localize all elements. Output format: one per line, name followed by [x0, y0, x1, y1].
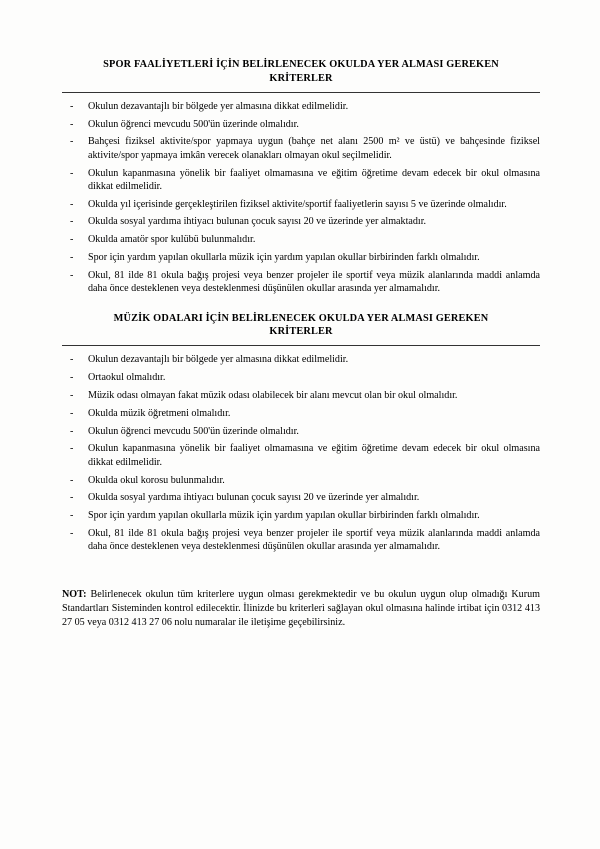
- dash-marker: -: [70, 354, 74, 366]
- list-item-text: Okulda sosyal yardıma ihtiyacı bulunan çocuk sayısı 20 ve üzerinde yer almalıdır.: [88, 492, 420, 504]
- dash-marker: -: [70, 527, 74, 539]
- list-item: [62, 100, 540, 113]
- list-item: [62, 474, 540, 487]
- list-item-text: Okulda sosyal yardıma ihtiyacı bulunan çocuk sayısı 20 ve üzerinde yer almaktadır.: [88, 216, 427, 228]
- section-spor-title-line1: SPOR FAALİYETLERİ İÇİN BELİRLENECEK OKULDA YER ALMASI GEREKEN: [103, 59, 499, 70]
- list-item-text: Ortaokul olmalıdır.: [88, 372, 166, 384]
- list-item-text: Okulun dezavantajlı bir bölgede yer almasına dikkat edilmelidir.: [88, 100, 349, 112]
- list-item: [62, 425, 540, 438]
- list-item: [62, 251, 540, 264]
- dash-marker: -: [70, 389, 74, 401]
- list-item-text: Okulda müzik öğretmeni olmalıdır.: [88, 407, 231, 419]
- section-spor-title-rule: [62, 92, 540, 93]
- list-item: [62, 491, 540, 504]
- list-item-text: Spor için yardım yapılan okullarla müzik için yardım yapılan okullar birbirinden farklı olmalıdır.: [88, 252, 480, 264]
- list-item-text: Okul, 81 ilde 81 okula bağış projesi veya benzer projeler ile sportif veya müzik alanlarında maddi anlamda daha önce desteklenen veya desteklenmesi düşünülen okullar arasında yer almamalıdır.: [88, 527, 540, 553]
- dash-marker: -: [70, 136, 74, 148]
- list-item-text: Okulun öğrenci mevcudu 500'ün üzerinde olmalıdır.: [88, 425, 299, 437]
- list-item-text: Okulun kapanmasına yönelik bir faaliyet olmamasına ve eğitim öğretime devam edecek bir okul olmasına dikkat edilmelidir.: [88, 167, 540, 192]
- dash-marker: -: [70, 100, 74, 112]
- section-spor-title: [62, 58, 540, 86]
- list-item: [62, 233, 540, 246]
- document-content: [62, 58, 540, 631]
- list-item-text: Okulda amatör spor kulübü bulunmalıdır.: [88, 234, 256, 246]
- note-paragraph: [62, 588, 540, 631]
- list-item: [62, 215, 540, 228]
- list-item: [62, 167, 540, 194]
- dash-marker: -: [70, 407, 74, 419]
- list-item-text: Okulda yıl içerisinde gerçekleştirilen fiziksel aktivite/sportif faaliyetlerin sayısı 5 ve üzerinde olmalıdır.: [88, 198, 507, 210]
- dash-marker: -: [70, 269, 74, 281]
- list-item-text: Bahçesi fiziksel aktivite/spor yapmaya uygun (bahçe net alanı 2500 m² ve üstü) ve bahçesinde fiziksel aktivite/spor yapmaya imkân verecek olanakları olmayan okul seçilmelidir.: [88, 136, 540, 161]
- list-item: [62, 118, 540, 131]
- list-item: [62, 389, 540, 402]
- note-label: NOT:: [62, 588, 87, 600]
- list-item: [62, 407, 540, 420]
- list-item: [62, 527, 540, 554]
- section-muzik-list: [62, 353, 540, 553]
- dash-marker: -: [70, 425, 74, 437]
- list-item-text: Spor için yardım yapılan okullarla müzik için yardım yapılan okullar birbirinden farklı olmalıdır.: [88, 510, 480, 522]
- dash-marker: -: [70, 492, 74, 504]
- dash-marker: -: [70, 234, 74, 246]
- dash-marker: -: [70, 443, 74, 455]
- dash-marker: -: [70, 198, 74, 210]
- list-item-text: Okulun dezavantajlı bir bölgede yer almasına dikkat edilmelidir.: [88, 354, 349, 366]
- dash-marker: -: [70, 167, 74, 179]
- dash-marker: -: [70, 252, 74, 264]
- list-item: [62, 353, 540, 366]
- dash-marker: -: [70, 372, 74, 384]
- list-item: [62, 198, 540, 211]
- section-muzik-title-rule: [62, 345, 540, 346]
- note-text: Belirlenecek okulun tüm kriterlere uygun olması gerekmektedir ve bu okulun uygun olup olmadığı Kurum Standartları Sisteminden kontrol edilecektir. İlinizde bu kriterleri sağlayan okul olmasına halinde irtibat için 0312 413 27 05 veya 0312 413 27 06 nolu numaralar ile iletişime geçebilirsiniz.: [62, 588, 540, 629]
- section-spor-list: [62, 100, 540, 296]
- list-item-text: Okulda okul korosu bulunmalıdır.: [88, 474, 225, 486]
- section-muzik-title-line1: MÜZİK ODALARI İÇİN BELİRLENECEK OKULDA YER ALMASI GEREKEN: [113, 312, 489, 324]
- dash-marker: -: [70, 216, 74, 228]
- list-item: [62, 442, 540, 469]
- section-muzik-title-line2: KRİTERLER: [269, 326, 333, 338]
- section-muzik-title: [62, 312, 540, 340]
- dash-marker: -: [70, 510, 74, 522]
- list-item-text: Müzik odası olmayan fakat müzik odası olabilecek bir alanı mevcut olan bir okul olmalıdır.: [88, 389, 458, 401]
- list-item: [62, 509, 540, 522]
- list-item-text: Okul, 81 ilde 81 okula bağış projesi veya benzer projeler ile sportif veya müzik alanlarında maddi anlamda daha önce desteklenen veya desteklenmesi düşünülen okullar arasında yer almamalıdır.: [88, 269, 540, 295]
- list-item: [62, 135, 540, 162]
- list-item-text: Okulun kapanmasına yönelik bir faaliyet olmamasına ve eğitim öğretime devam edecek bir okul olmasına dikkat edilmelidir.: [88, 443, 540, 468]
- list-item-text: Okulun öğrenci mevcudu 500'ün üzerinde olmalıdır.: [88, 118, 299, 130]
- dash-marker: -: [70, 118, 74, 130]
- section-muzik: [62, 312, 540, 554]
- section-spor-title-line2: KRİTERLER: [269, 72, 333, 84]
- dash-marker: -: [70, 474, 74, 486]
- section-spor: [62, 58, 540, 296]
- list-item: [62, 371, 540, 384]
- list-item: [62, 269, 540, 296]
